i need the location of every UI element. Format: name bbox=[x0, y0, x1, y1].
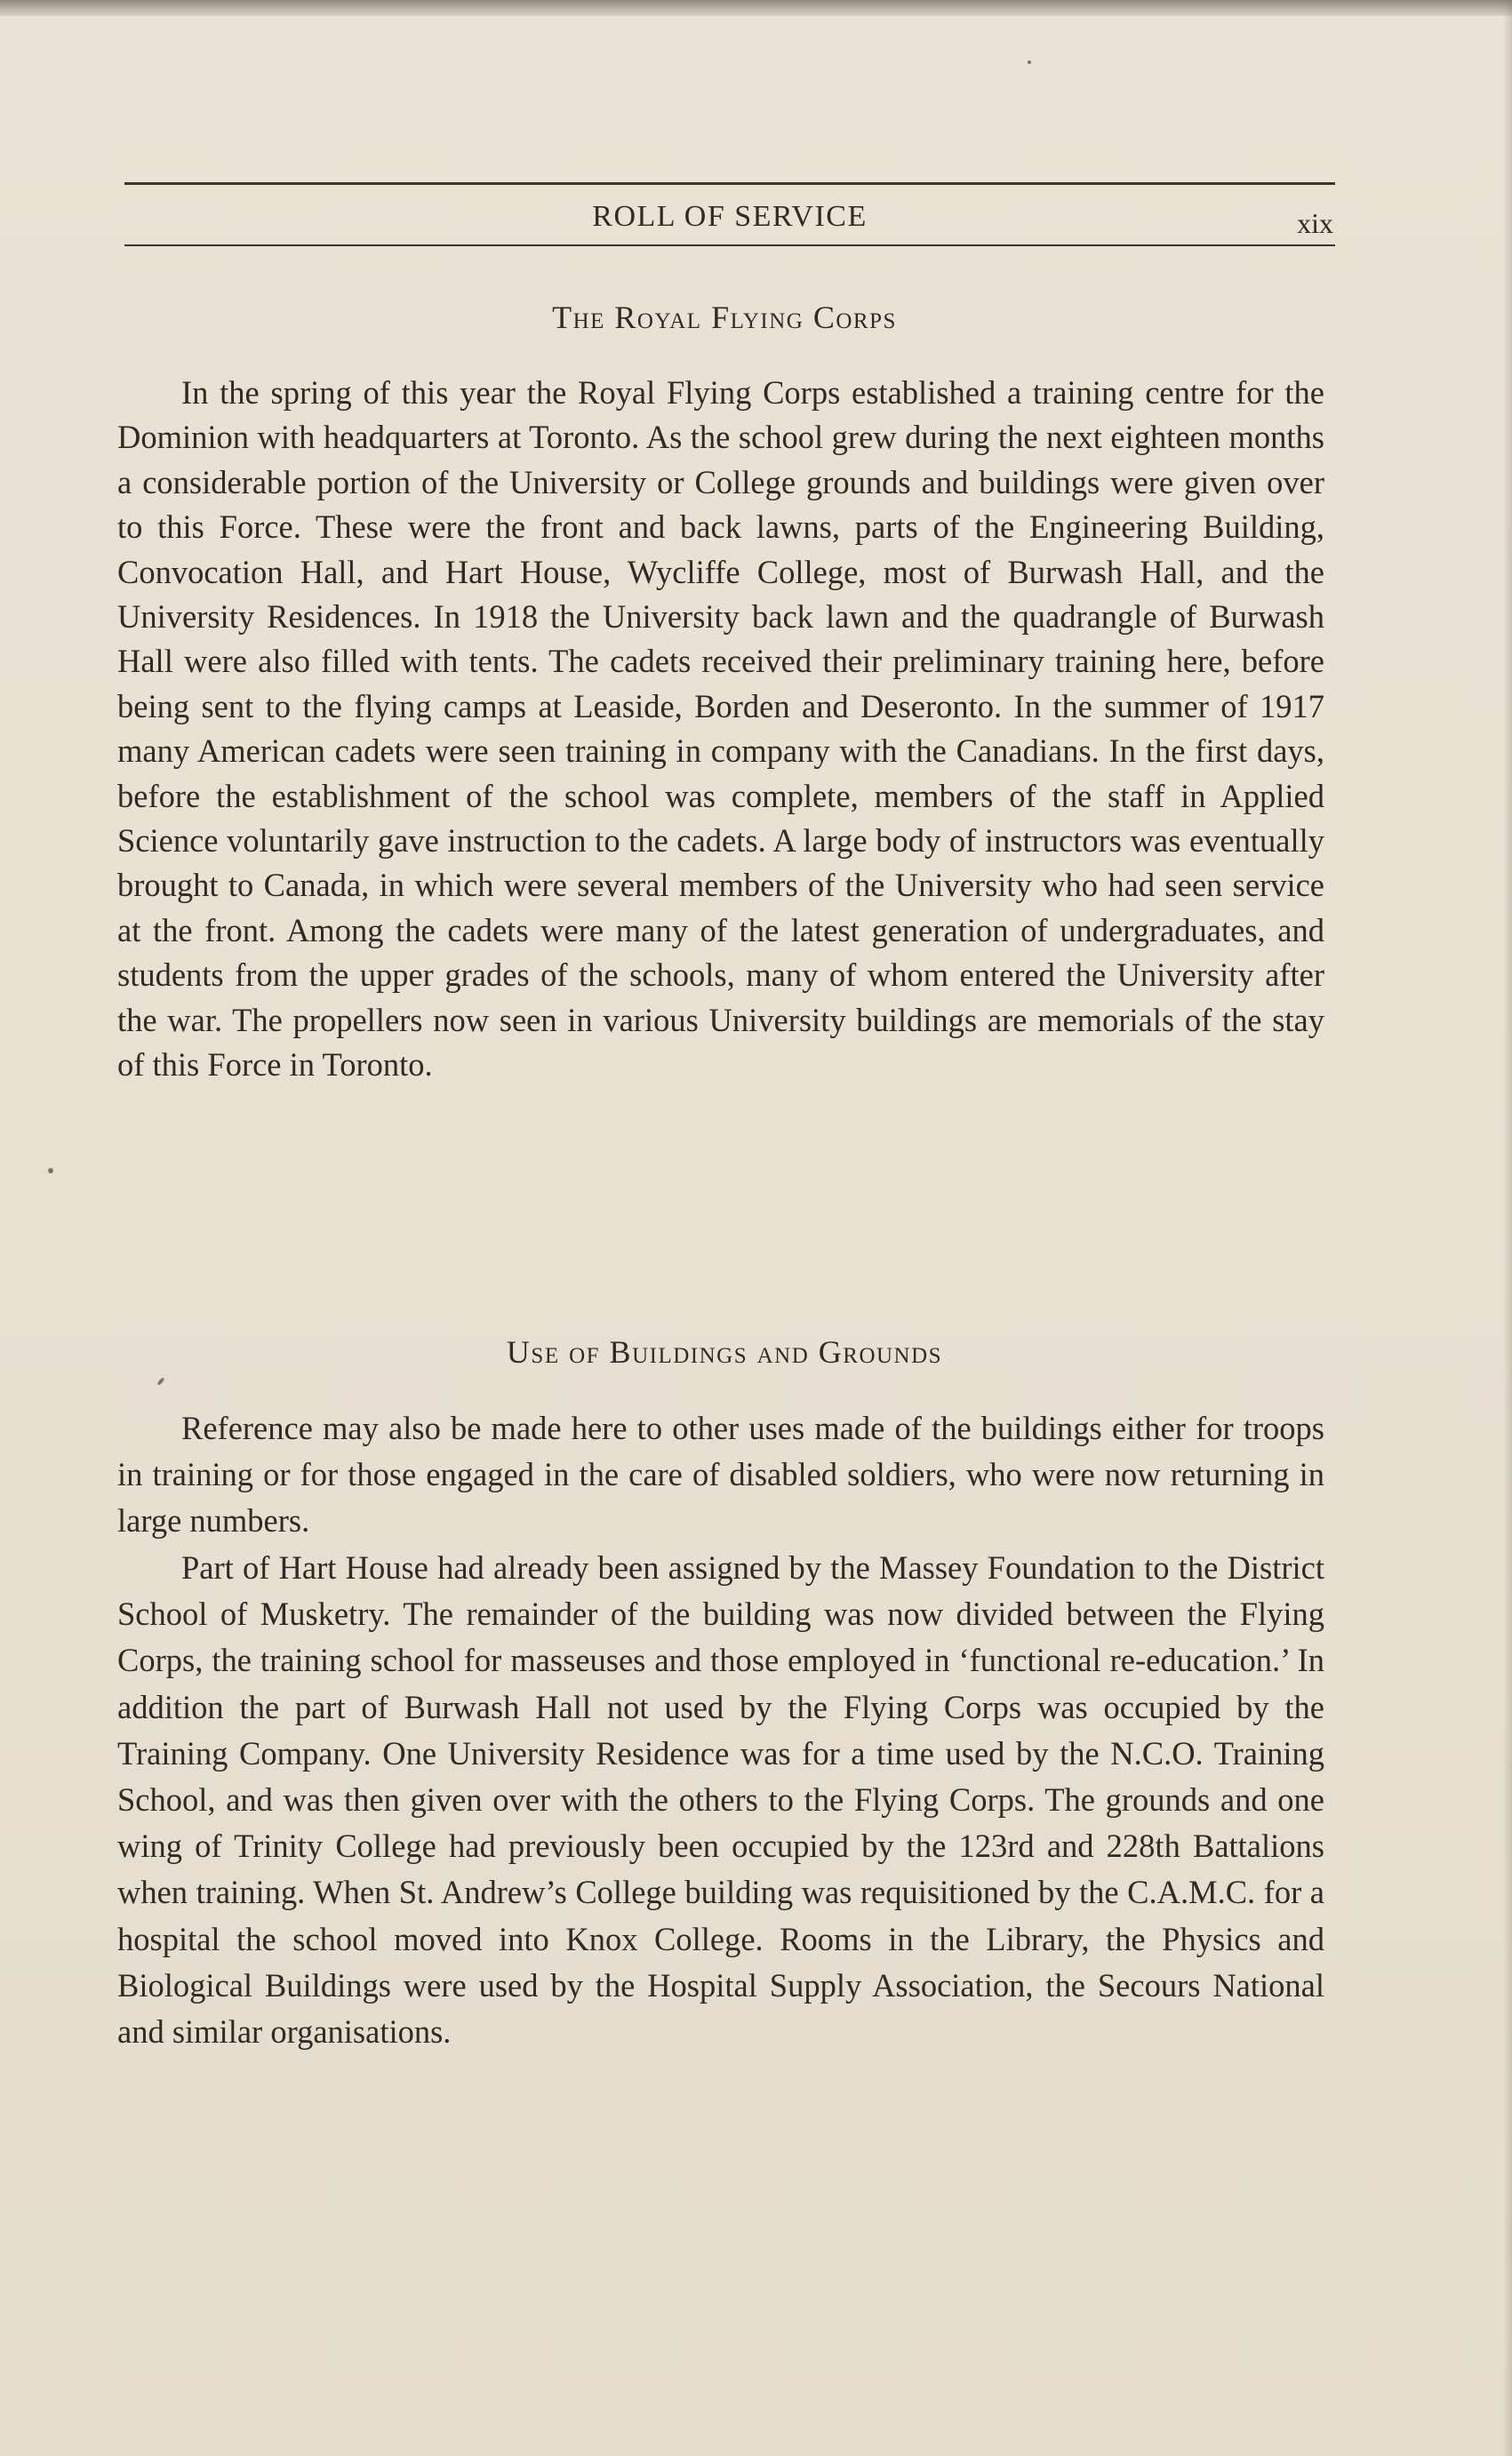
page-right-edge bbox=[1503, 0, 1512, 2456]
paragraph-reference: Reference may also be made here to other uses made of the buildings either for troops in training or for those engaged in the care of disabled soldiers, who were now returning in large numbers. bbox=[117, 1410, 1324, 1540]
running-head-title: ROLL OF SERVICE bbox=[592, 200, 868, 233]
paragraph-hart-house: Part of Hart House had already been assigned by the Massey Foundation to the District School of Musketry. The remainder of the building was now divided between the Flying Corps, the training school for masseuses and those employed in ‘functional re-education.’ In addition the part of Burwash Hall not used by the Flying Corps was occupied by the Training Company. One University Residence was for a time used by the N.C.O. Training School, and was then given over with the others to the Flying Corps. The grounds and one wing of Trinity College had previously been occupied by the 123rd and 228th Battalions when training. When St. Andrew’s College building was requisitioned by the C.A.M.C. for a hospital the school moved into Knox College. Rooms in the Library, the Physics and Biological Buildings were used by the Hospital Supply Association, the Secours National and similar organisations. bbox=[117, 1549, 1324, 2051]
running-head-top-rule bbox=[124, 182, 1335, 185]
ink-speck bbox=[1028, 60, 1031, 64]
running-head-bottom-rule bbox=[124, 244, 1335, 246]
ink-speck bbox=[156, 1377, 164, 1386]
section-heading-royal-flying-corps: The Royal Flying Corps bbox=[552, 300, 897, 335]
section-heading-use-of-buildings: Use of Buildings and Grounds bbox=[506, 1334, 943, 1370]
page-top-edge bbox=[0, 0, 1512, 16]
ink-speck bbox=[48, 1168, 53, 1173]
running-head bbox=[124, 182, 1335, 250]
paragraph-royal-flying-corps: In the spring of this year the Royal Flying Corps established a training centre for the Dominion with headquarters at Toronto. As the school grew during the next eighteen months a considerable portion of the University or College grounds and buildings were given over to this Force. These were the front and back lawns, parts of the Engineering Building, Convocation Hall, and Hart House, Wycliffe College, most of Burwash Hall, and the University Residences. In 1918 the University back lawn and the quadrangle of Burwash Hall were also filled with tents. The cadets received their preliminary training here, before being sent to the flying camps at Leaside, Borden and Deseronto. In the summer of 1917 many American cadets were seen training in company with the Canadians. In the first days, before the establishment of the school was complete, members of the staff in Applied Science voluntarily gave instruction to the cadets. A large body of instructors was eventually brought to Canada, in which were several members of the University who had seen service at the front. Among the cadets were many of the latest generation of undergraduates, and students from the upper grades of the schools, many of whom entered the University after the war. The propellers now seen in various University buildings are memorials of the stay of this Force in Toronto. bbox=[117, 374, 1324, 1084]
page-number: xix bbox=[1297, 207, 1333, 239]
